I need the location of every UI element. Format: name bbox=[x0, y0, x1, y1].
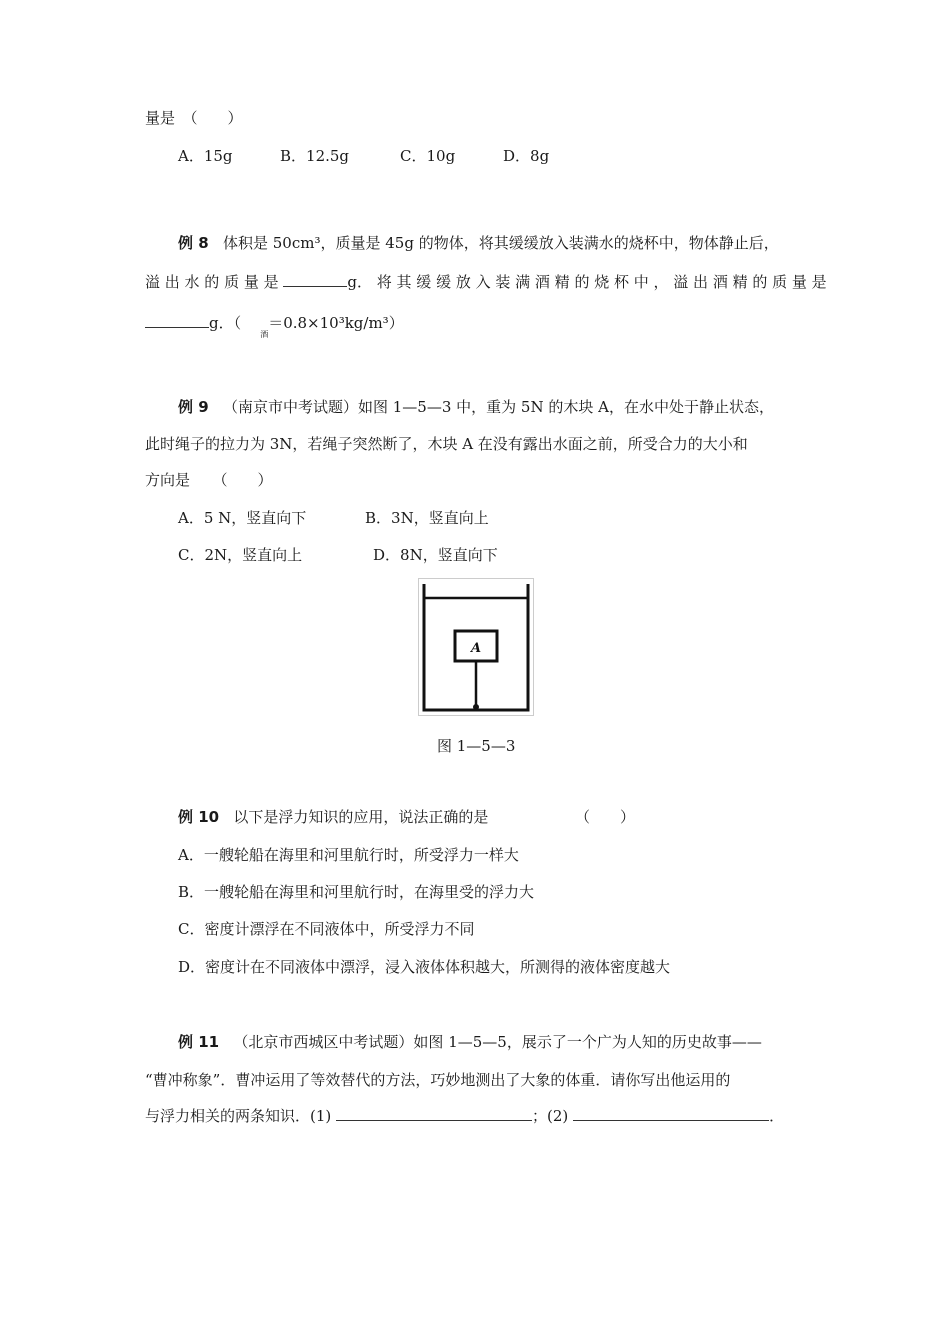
anchor-point bbox=[473, 704, 479, 710]
q9-option-c: C．2N，竖直向上 bbox=[178, 546, 303, 564]
block-label: A bbox=[470, 641, 482, 656]
q7-option-b: B．12.5g bbox=[280, 147, 350, 165]
q11-text3b: ；(2) bbox=[532, 1107, 569, 1125]
q11-text3a: 与浮力相关的两条知识．(1) bbox=[145, 1107, 332, 1125]
q8-text2b: g． 将 其 缓 缓 放 入 装 满 酒 精 的 烧 杯 中 ， 溢 出 酒 精 的 质 量 是 bbox=[347, 273, 827, 291]
q10-option-d: D．密度计在不同液体中漂浮，浸入液体体积越大，所测得的液体密度越大 bbox=[178, 958, 671, 976]
q9-option-a: A．5 N，竖直向下 bbox=[178, 509, 307, 527]
q11-line1 bbox=[178, 1032, 762, 1052]
q8-line3 bbox=[145, 313, 404, 339]
figure-block-in-water bbox=[418, 578, 534, 716]
q8-blank-water[interactable] bbox=[283, 272, 347, 287]
q11-blank-2[interactable] bbox=[573, 1106, 769, 1121]
q10-label: 例 10 bbox=[178, 808, 220, 826]
q10-stem: 以下是浮力知识的应用，说法正确的是 bbox=[233, 808, 489, 826]
figure-caption: 图 1—5—3 bbox=[437, 737, 516, 755]
q9-line1 bbox=[178, 397, 774, 417]
q11-blank-1[interactable] bbox=[336, 1106, 532, 1121]
q10-option-c: C．密度计漂浮在不同液体中，所受浮力不同 bbox=[178, 920, 475, 938]
q10-line1 bbox=[178, 807, 488, 827]
q9-option-b: B．3N，竖直向上 bbox=[365, 509, 489, 527]
q9-text1: （南京市中考试题）如图 1—5—3 中，重为 5N 的木块 A，在水中处于静止状态， bbox=[222, 398, 774, 416]
figure-svg bbox=[418, 578, 534, 716]
q9-option-d: D．8N，竖直向下 bbox=[373, 546, 498, 564]
q9-label: 例 9 bbox=[178, 398, 209, 416]
q8-text3b: ＝0.8×10³kg/m³） bbox=[268, 314, 404, 332]
q11-line2: “曹冲称象”．曹冲运用了等效替代的方法，巧妙地测出了大象的体重．请你写出他运用的 bbox=[145, 1071, 731, 1089]
q9-line2: 此时绳子的拉力为 3N，若绳子突然断了，木块 A 在没有露出水面之前，所受合力的大小和 bbox=[145, 435, 748, 453]
q10-option-a: A．一艘轮船在海里和河里航行时，所受浮力一样大 bbox=[178, 846, 519, 864]
q8-label: 例 8 bbox=[178, 234, 209, 252]
q10-option-b: B．一艘轮船在海里和河里航行时，在海里受的浮力大 bbox=[178, 883, 535, 901]
q9-line3: 方向是 （ ） bbox=[145, 471, 273, 489]
q7-option-c: C．10g bbox=[400, 147, 456, 165]
q7-option-a: A．15g bbox=[178, 147, 233, 165]
q8-blank-alcohol[interactable] bbox=[145, 313, 209, 328]
q11-line3 bbox=[145, 1106, 784, 1126]
q8-text3a: g．（ bbox=[209, 314, 242, 332]
q11-label: 例 11 bbox=[178, 1033, 220, 1051]
q7-option-d: D．8g bbox=[503, 147, 550, 165]
q7-stem-tail: 量是 （ ） bbox=[145, 109, 243, 127]
q8-line1 bbox=[178, 233, 779, 253]
q11-text3c: ． bbox=[769, 1107, 785, 1125]
q10-bracket: （ ） bbox=[575, 808, 636, 826]
q8-rho-subscript: 酒 bbox=[260, 330, 269, 339]
q11-text1: （北京市西城区中考试题）如图 1—5—5，展示了一个广为人知的历史故事—— bbox=[233, 1033, 762, 1051]
q8-text1: 体积是 50cm³，质量是 45g 的物体，将其缓缓放入装满水的烧杯中，物体静止后， bbox=[222, 234, 779, 252]
q8-line2 bbox=[145, 272, 827, 292]
q8-text2a: 溢 出 水 的 质 量 是 bbox=[145, 273, 279, 291]
